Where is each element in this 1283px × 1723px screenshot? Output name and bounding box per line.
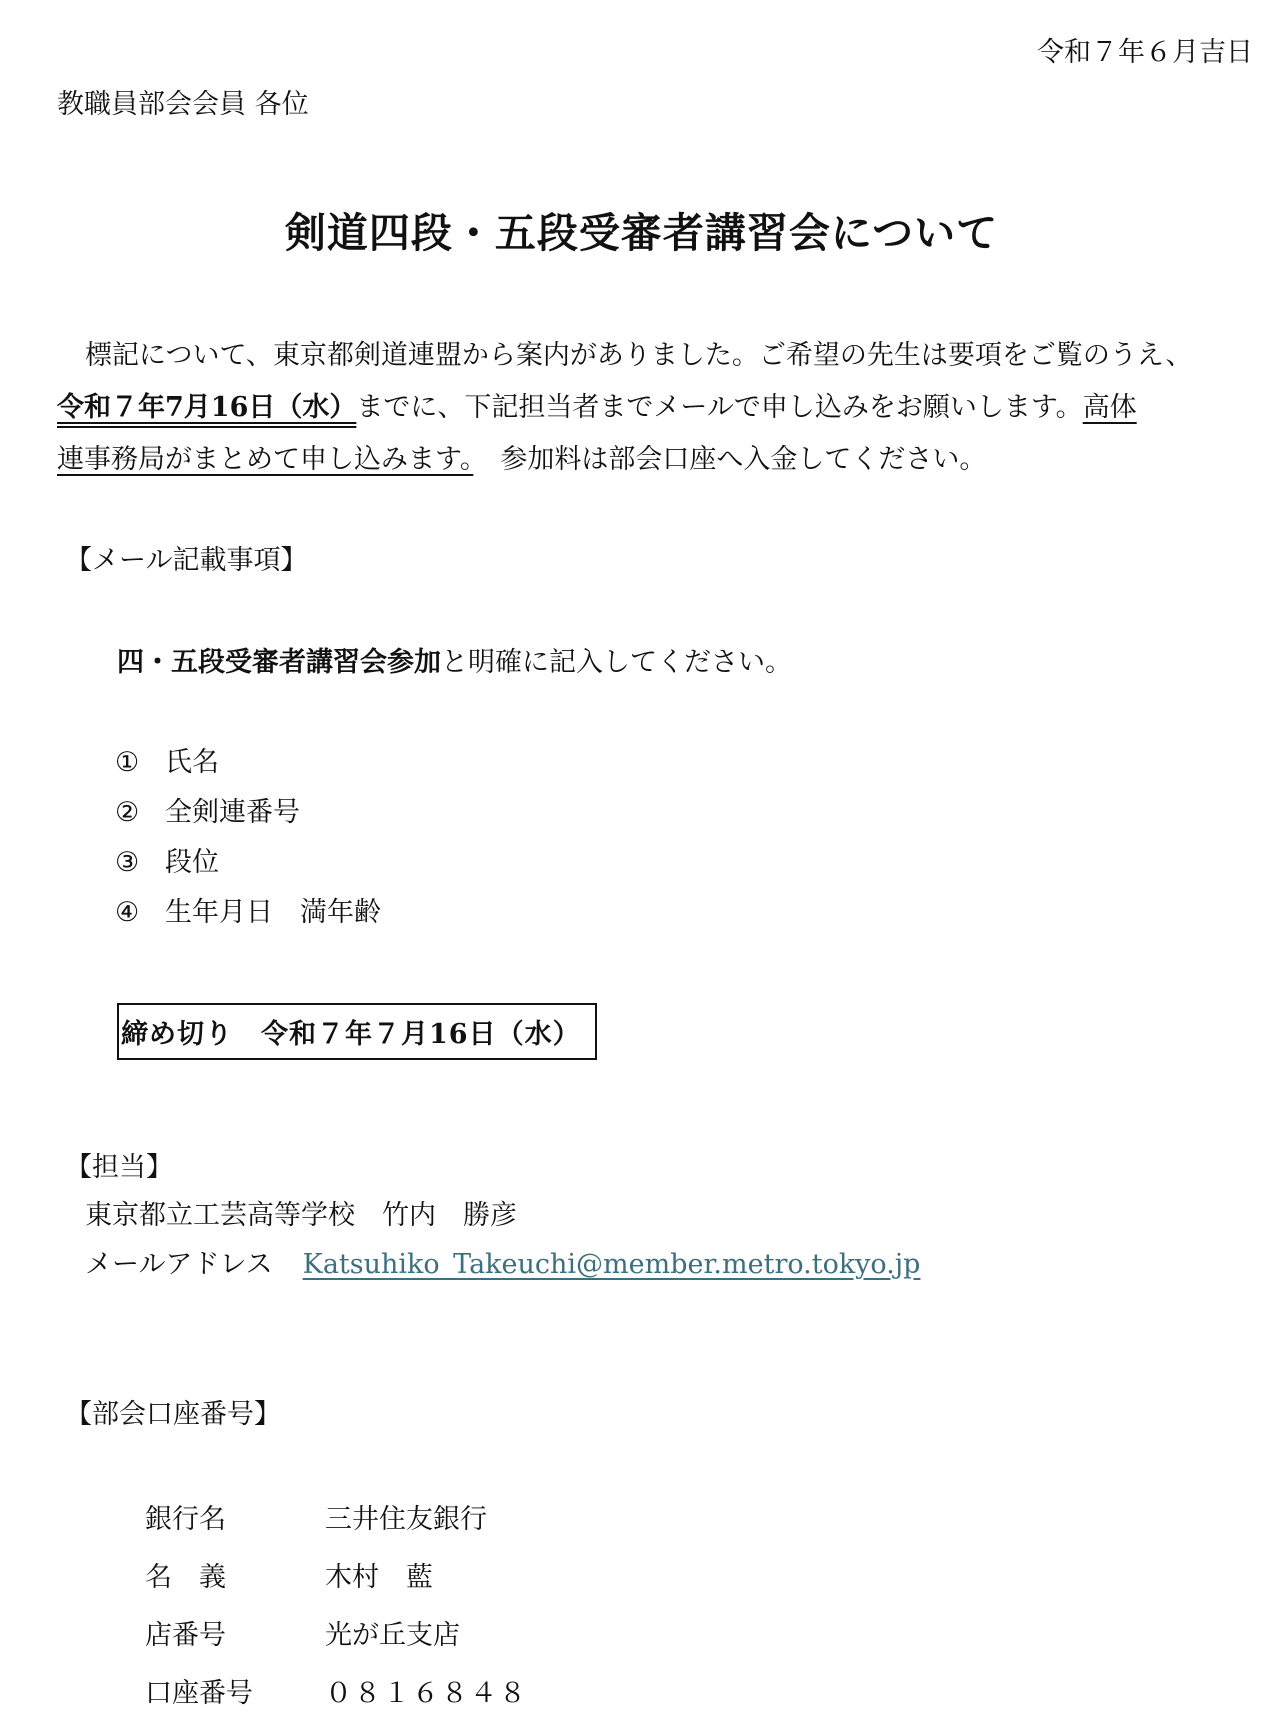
bank-row: 銀行名 三井住友銀行	[145, 1504, 487, 1535]
mail-items-list	[115, 738, 381, 938]
deadline-phrase: 令和７年7月16日（水）	[57, 392, 357, 423]
list-item: ① 氏名	[115, 747, 219, 778]
bank-row: 名 義 木村 藍	[145, 1562, 433, 1593]
mail-instruction-bold: 四・五段受審者講習会参加	[117, 647, 441, 678]
bank-details	[145, 1491, 528, 1723]
bank-row: 店番号 光が丘支店	[145, 1620, 460, 1651]
list-item: ② 全剣連番号	[115, 797, 300, 828]
mail-instruction-rest: と明確に記入してください。	[441, 647, 792, 678]
contact-email-row	[85, 1242, 920, 1281]
intro-underlined-2: 連事務局がまとめて申し込みます。	[57, 444, 474, 475]
list-item: ③ 段位	[115, 847, 219, 878]
email-link[interactable]: Katsuhiko_Takeuchi@member.metro.tokyo.jp	[302, 1249, 921, 1280]
issue-date: 令和７年６月吉日	[1037, 37, 1253, 68]
intro-line-3: 参加料は部会口座へ入金してください。	[473, 444, 987, 475]
contact-person: 東京都立工芸高等学校 竹内 勝彦	[85, 1200, 517, 1231]
document-title: 剣道四段・五段受審者講習会について	[284, 209, 999, 257]
email-label: メールアドレス	[85, 1249, 273, 1280]
intro-underlined-1: 高体	[1082, 392, 1137, 423]
bank-heading: 【部会口座番号】	[65, 1399, 281, 1430]
intro-line-2: までに、下記担当者までメールで申し込みをお願いします。	[356, 392, 1083, 423]
intro-line-1: 標記について、東京都剣道連盟から案内がありました。ご希望の先生は要項をご覧のうえ、	[85, 340, 1193, 371]
contact-heading: 【担当】	[65, 1152, 173, 1183]
mail-section-heading: 【メール記載事項】	[65, 545, 308, 576]
bank-row: 口座番号 ０８１６８４８	[145, 1678, 528, 1709]
list-item: ④ 生年月日 満年齢	[115, 897, 381, 928]
intro-paragraph	[57, 330, 1257, 486]
deadline-box: 締め切り 令和７年７月16日（水）	[117, 1003, 597, 1060]
mail-instruction	[117, 640, 792, 679]
recipient-line: 教職員部会会員 各位	[57, 89, 309, 120]
